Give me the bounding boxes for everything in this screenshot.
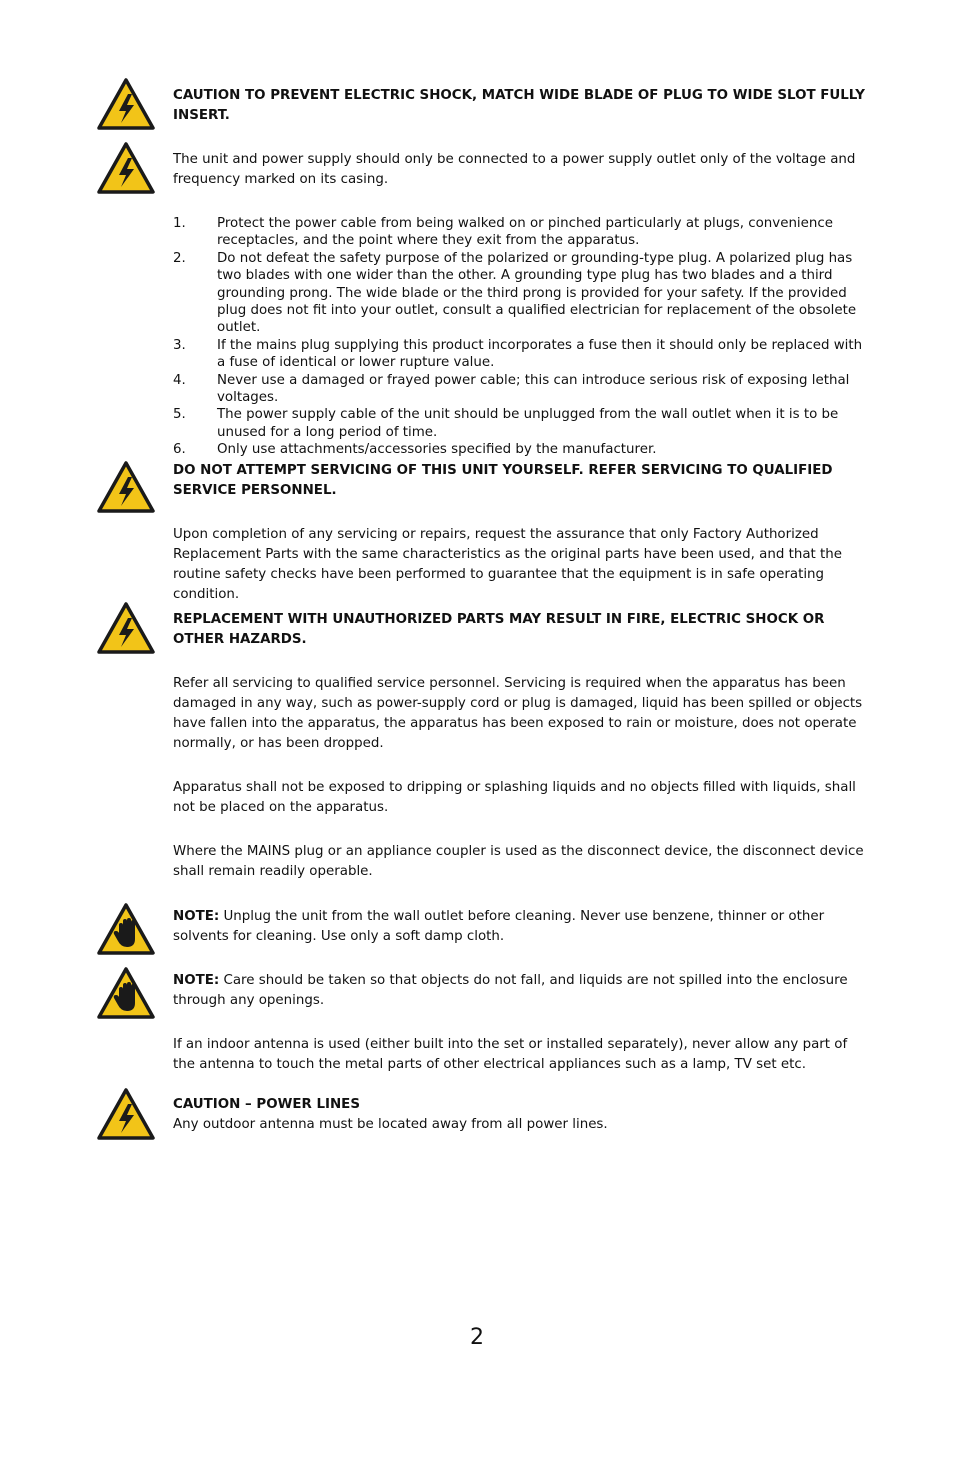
electric-shock-warning-icon <box>97 78 155 130</box>
safety-list <box>173 215 868 459</box>
page-number: 2 <box>470 1325 484 1350</box>
refer-paragraph: Refer all servicing to qualified service personnel. Servicing is required when the apparatus has been damaged in any way, such as power-supply cord or plug is damaged, liquid has been spilled or objects have fallen into the apparatus, the apparatus has been exposed to rain or moisture, does not operate normally, or has been dropped. <box>173 676 863 751</box>
list-item: 3. If the mains plug supplying this product incorporates a fuse then it should only be replaced with a fuse of identical or lower rupture value. <box>173 337 863 371</box>
electric-shock-warning-icon <box>97 142 155 194</box>
list-item: 1. Protect the power cable from being walked on or pinched particularly at plugs, convenience receptacles, and the point where they exit from the apparatus. <box>173 216 833 249</box>
list-item: 2. Do not defeat the safety purpose of the polarized or grounding-type plug. A polarized plug has two blades with one wider than the other. A grounding type plug has two blades and a third grounding prong. The wide blade or the third prong is provided for your safety. If the provided plug does not fit into your outlet, consult a qualified electrician for replacement of the obsolete outlet. <box>173 250 857 336</box>
note-cleaning: NOTE: Unplug the unit from the wall outlet before cleaning. Never use benzene, thinner or other solvents for cleaning. Use only a soft damp cloth. <box>173 909 825 944</box>
hand-stop-warning-icon <box>97 903 155 955</box>
replacement-heading: REPLACEMENT WITH UNAUTHORIZED PARTS MAY RESULT IN FIRE, ELECTRIC SHOCK OR OTHER HAZARDS. <box>173 612 825 647</box>
antenna-paragraph: If an indoor antenna is used (either built into the set or installed separately), never allow any part of the antenna to touch the metal parts of other electrical appliances such as a lamp, TV set etc. <box>173 1037 848 1072</box>
caution-plug-heading: CAUTION TO PREVENT ELECTRIC SHOCK, MATCH WIDE BLADE OF PLUG TO WIDE SLOT FULLY INSERT. <box>173 88 865 123</box>
power-lines-heading: CAUTION – POWER LINES <box>173 1097 360 1112</box>
dripping-paragraph: Apparatus shall not be exposed to dripping or splashing liquids and no objects filled with liquids, shall not be placed on the apparatus. <box>173 780 856 815</box>
no-servicing-heading: DO NOT ATTEMPT SERVICING OF THIS UNIT YOURSELF. REFER SERVICING TO QUALIFIED SERVICE PERSONNEL. <box>173 463 833 498</box>
hand-stop-warning-icon <box>97 967 155 1019</box>
completion-paragraph: Upon completion of any servicing or repairs, request the assurance that only Factory Authorized Replacement Parts with the same characteristics as the original parts have been used, and that the routine safety checks have been performed to guarantee that the equipment is in safe operating condition. <box>173 527 843 602</box>
electric-shock-warning-icon <box>97 461 155 513</box>
mains-paragraph: Where the MAINS plug or an appliance coupler is used as the disconnect device, the disconnect device shall remain readily operable. <box>173 844 864 879</box>
list-item: 6. Only use attachments/accessories specified by the manufacturer. <box>173 442 657 458</box>
electric-shock-warning-icon <box>97 602 155 654</box>
list-item: 5. The power supply cable of the unit should be unplugged from the wall outlet when it is to be unused for a long period of time. <box>173 407 839 440</box>
list-item: 4. Never use a damaged or frayed power cable; this can introduce serious risk of exposing lethal voltages. <box>173 372 850 406</box>
note-enclosure: NOTE: Care should be taken so that objects do not fall, and liquids are not spilled into the enclosure through any openings. <box>173 973 848 1008</box>
electric-shock-warning-icon <box>97 1088 155 1140</box>
power-supply-paragraph: The unit and power supply should only be connected to a power supply outlet only of the voltage and frequency marked on its casing. <box>173 152 856 187</box>
power-lines-paragraph: Any outdoor antenna must be located away from all power lines. <box>173 1117 608 1132</box>
